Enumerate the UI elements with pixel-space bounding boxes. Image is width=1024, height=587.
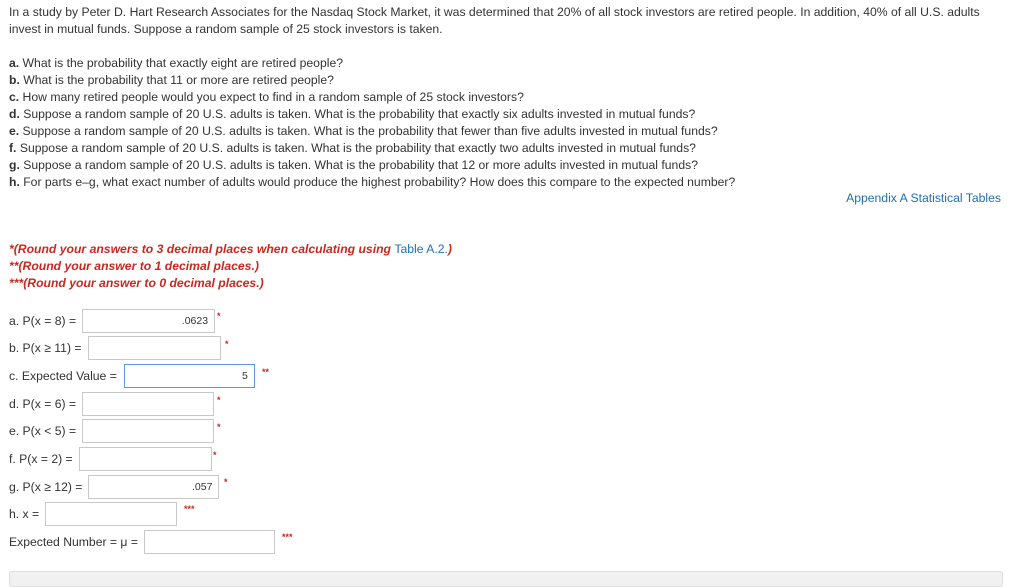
answer-label-f: f. P(x = 2) = — [9, 452, 73, 466]
answer-label-g: g. P(x ≥ 12) = — [9, 480, 83, 494]
answer-row-g — [9, 475, 219, 499]
table-a2-link[interactable]: Table A.2. — [394, 242, 448, 256]
answer-row-d — [9, 392, 214, 416]
note-2: **(Round your answer to 1 decimal places.) — [9, 259, 259, 273]
question-b: b. What is the probability that 11 or more are retired people? — [9, 73, 334, 87]
answer-row-c — [9, 364, 255, 388]
bottom-panel-edge — [9, 571, 1003, 587]
answer-input-f[interactable] — [79, 447, 212, 471]
answer-input-c[interactable]: 5 — [124, 364, 255, 388]
answer-row-a — [9, 309, 215, 333]
answer-input-a[interactable]: .0623 — [82, 309, 215, 333]
answer-row-h — [9, 502, 177, 526]
question-a: a. What is the probability that exactly eight are retired people? — [9, 56, 343, 70]
answer-label-d: d. P(x = 6) = — [9, 397, 77, 411]
answer-label-expected: Expected Number = μ = — [9, 535, 138, 549]
required-star-f: * — [213, 450, 217, 460]
answer-row-expected — [9, 530, 275, 554]
answer-input-h[interactable] — [45, 502, 177, 526]
required-star-e: * — [217, 422, 221, 432]
appendix-link[interactable]: Appendix A Statistical Tables — [846, 191, 1001, 205]
required-star-c: ** — [262, 367, 270, 377]
required-star-b: * — [225, 339, 229, 349]
answer-input-e[interactable] — [82, 419, 214, 443]
note-1: *(Round your answers to 3 decimal places when calculating using Table A.2.) — [9, 242, 452, 256]
problem-intro: In a study by Peter D. Hart Research Associates for the Nasdaq Stock Market, it was determined that 20% of all stock investors are retired people. In addition, 40% of all U.S. adults invest in mutual funds. Suppose a random sample of 25 stock investors is taken. — [9, 5, 980, 36]
answer-label-c: c. Expected Value = — [9, 369, 117, 383]
answer-row-b — [9, 336, 221, 360]
answer-input-d[interactable] — [82, 392, 214, 416]
required-star-d: * — [217, 395, 221, 405]
answer-input-expected[interactable] — [144, 530, 275, 554]
question-d: d. Suppose a random sample of 20 U.S. adults is taken. What is the probability that exactly six adults invested in mutual funds? — [9, 107, 696, 121]
rounding-notes — [9, 241, 452, 292]
answer-label-a: a. P(x = 8) = — [9, 314, 77, 328]
required-star-h: *** — [184, 504, 195, 514]
answer-input-g[interactable]: .057 — [88, 475, 219, 499]
answer-label-b: b. P(x ≥ 11) = — [9, 341, 82, 355]
answer-row-f — [9, 447, 212, 471]
question-g: g. Suppose a random sample of 20 U.S. adults is taken. What is the probability that 12 or more adults invested in mutual funds? — [9, 158, 698, 172]
note-3: ***(Round your answer to 0 decimal places.) — [9, 276, 264, 290]
required-star-g: * — [224, 477, 228, 487]
answer-input-b[interactable] — [88, 336, 221, 360]
answer-label-e: e. P(x < 5) = — [9, 424, 77, 438]
required-star-a: * — [217, 311, 221, 321]
answer-row-e — [9, 419, 214, 443]
question-e: e. Suppose a random sample of 20 U.S. adults is taken. What is the probability that fewer than five adults invested in mutual funds? — [9, 124, 718, 138]
question-list — [9, 55, 1009, 191]
required-star-expected: *** — [282, 532, 293, 542]
question-f: f. Suppose a random sample of 20 U.S. adults is taken. What is the probability that exactly two adults invested in mutual funds? — [9, 141, 696, 155]
answer-label-h: h. x = — [9, 507, 40, 521]
question-c: c. How many retired people would you expect to find in a random sample of 25 stock investors? — [9, 90, 524, 104]
question-h: h. For parts e–g, what exact number of adults would produce the highest probability? How does this compare to the expected number? — [9, 175, 736, 189]
